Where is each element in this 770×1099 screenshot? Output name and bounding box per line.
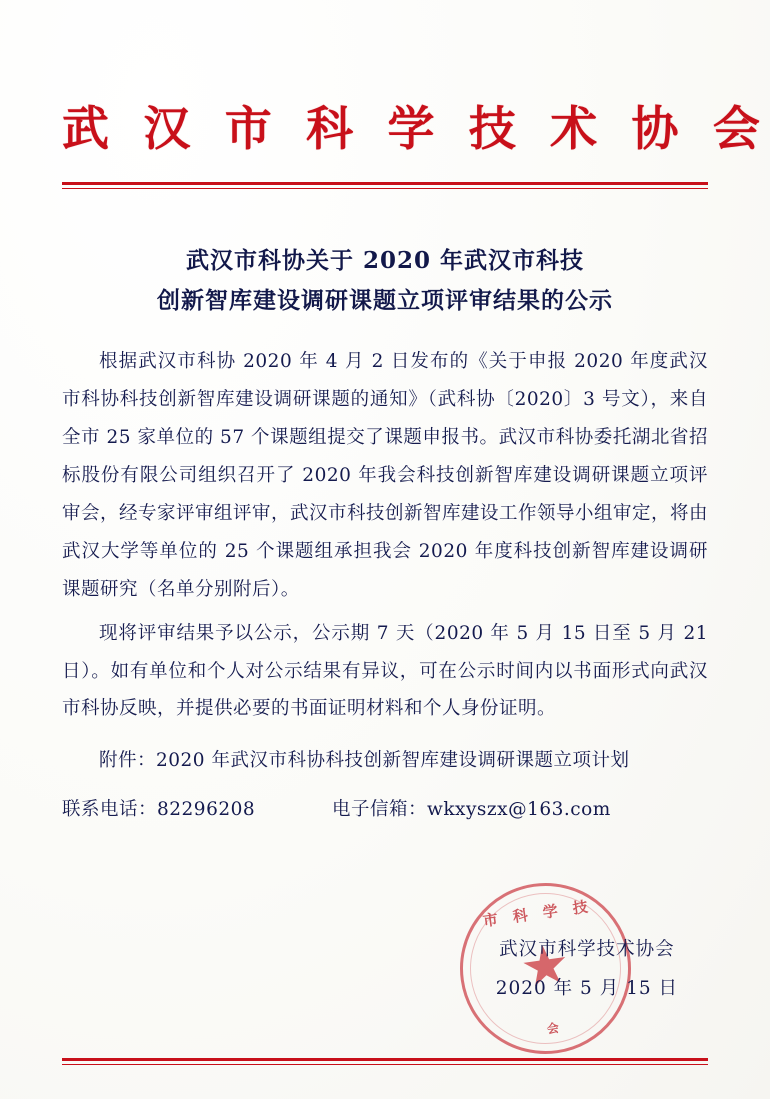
- seal-bottom-text: 会: [545, 1020, 562, 1037]
- page-title: [62, 241, 708, 322]
- body-paragraph: 现将评审结果予以公示，公示期 7 天（2020 年 5 月 15 日至 5 月 21 日）。如有单位和个人对公示结果有异议，可在公示时间内以书面形式向武汉市科协反映，并提供必要的书面证明材料和个人身份证明。: [62, 622, 708, 720]
- footer-rules: [62, 1058, 708, 1065]
- contact-email: 电子信箱：wkxyszx@163.com: [332, 799, 611, 821]
- document-body: [62, 343, 708, 728]
- footer-rule-thick: [62, 1058, 708, 1061]
- letterhead-rule-thick: [62, 182, 708, 185]
- body-paragraph: 根据武汉市科协 2020 年 4 月 2 日发布的《关于申报 2020 年度武汉市科协科技创新智库建设调研课题的通知》（武科协〔2020〕3 号文），来自全市 25 家单位的 57 个课题组提交了课题申报书。武汉市科协委托湖北省招标股份有限公司组织召开了 2020 年我会科技创新智库建设调研课题立项评审会，经专家评审组评审，武汉市科技创新智库建设工作领导小组审定，将由武汉大学等单位的 25 个课题组承担我会 2020 年度科技创新智库建设调研课题研究（名单分别附后）。: [62, 351, 709, 600]
- attachment-line: 附件：2020 年武汉市科协科技创新智库建设调研课题立项计划: [99, 750, 630, 772]
- signature-lines: [496, 931, 678, 1009]
- seal-top-text: 市 科 学 技: [481, 897, 594, 931]
- letterhead-rule-thin: [62, 188, 708, 189]
- signature-organization: 武汉市科学技术协会: [499, 939, 675, 961]
- signature-date: 2020 年 5 月 15 日: [495, 978, 678, 1000]
- letterhead-title: 武 汉 市 科 学 技 术 协 会: [62, 102, 769, 157]
- page-title-line-2: 创新智库建设调研课题立项评审结果的公示: [157, 286, 613, 314]
- page-title-line-1: 武汉市科协关于 2020 年武汉市科技: [185, 246, 585, 274]
- footer-rule-thin: [62, 1064, 708, 1065]
- letterhead: [62, 102, 769, 189]
- signature-block: [62, 883, 708, 1037]
- contact-phone: 联系电话：82296208: [62, 799, 256, 821]
- contact-row: [62, 795, 708, 821]
